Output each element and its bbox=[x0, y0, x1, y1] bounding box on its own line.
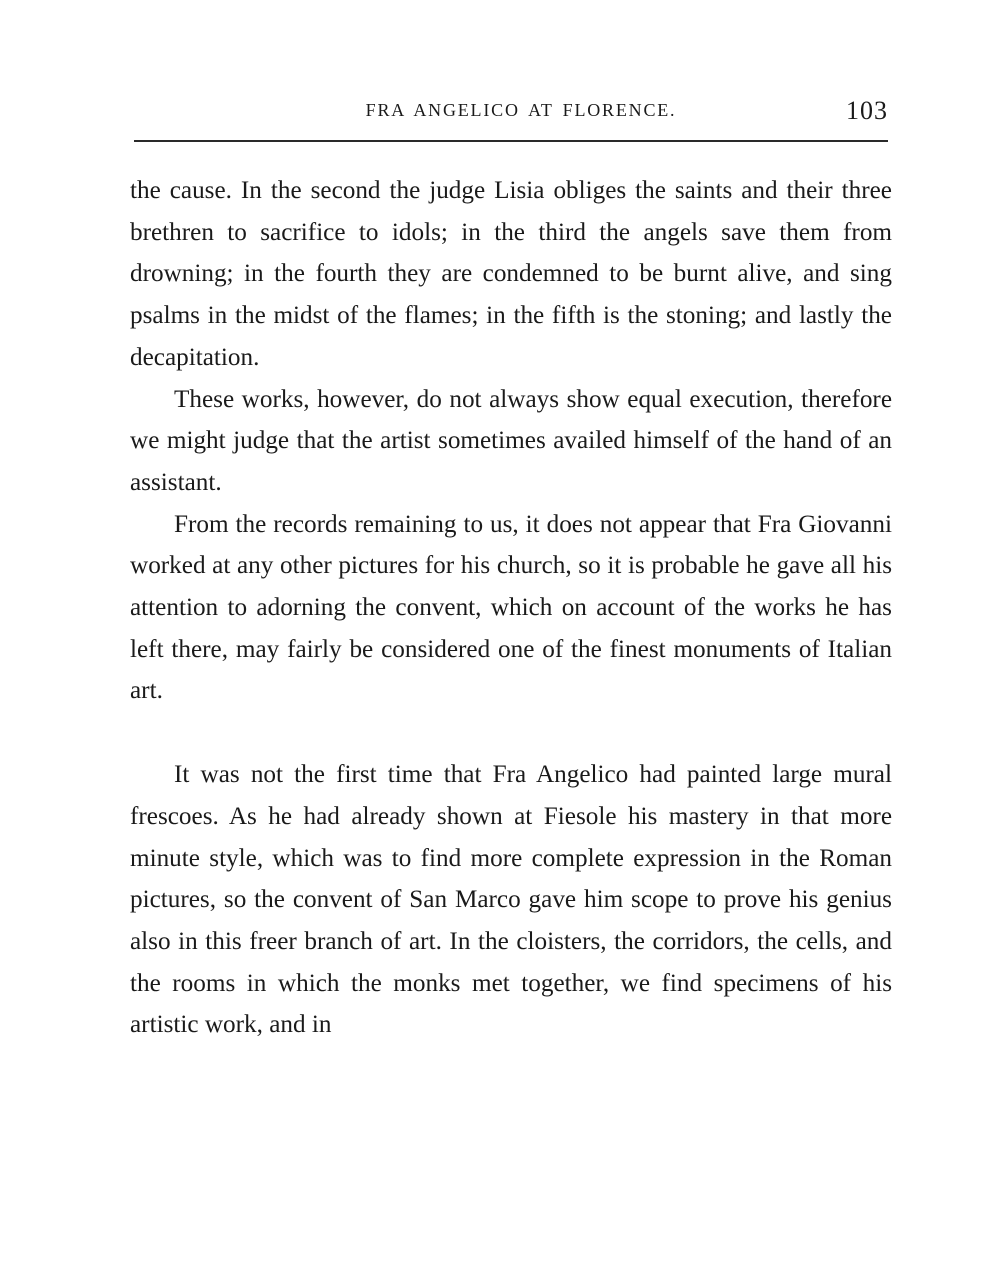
paragraph: From the records remaining to us, it does not appear that Fra Giovanni worked at any other pictures for his church, so it is probable he gave all his attention to adorning the convent, which on account of the works he has left there, may fairly be considered one of the finest monuments of Italian art. bbox=[130, 510, 892, 705]
running-head bbox=[130, 96, 892, 132]
running-title: FRA ANGELICO AT FLORENCE. bbox=[365, 100, 677, 120]
header-rule bbox=[134, 140, 888, 142]
paragraph: These works, however, do not always show equal execution, therefore we might judge that the artist sometimes availed himself of the hand of an assistant. bbox=[130, 385, 892, 496]
page-number: 103 bbox=[846, 96, 888, 125]
body-text bbox=[130, 170, 892, 1046]
paragraph-continued: the cause. In the second the judge Lisia obliges the saints and their three brethren to sacrifice to idols; in the third the angels save them from drowning; in the fourth they are condemned to be burnt alive, and sing psalms in the midst of the flames; in the fifth is the stoning; and lastly the decapitation. bbox=[130, 177, 892, 371]
paragraph: It was not the first time that Fra Angelico had painted large mural frescoes. As he had already shown at Fiesole his mastery in that more minute style, which was to find more complete expression in the Roman pictures, so the convent of San Marco gave him scope to prove his genius also in this freer branch of art. In the cloisters, the corridors, the cells, and the rooms in which the monks met together, we find specimens of his artistic work, and in bbox=[130, 761, 892, 1039]
